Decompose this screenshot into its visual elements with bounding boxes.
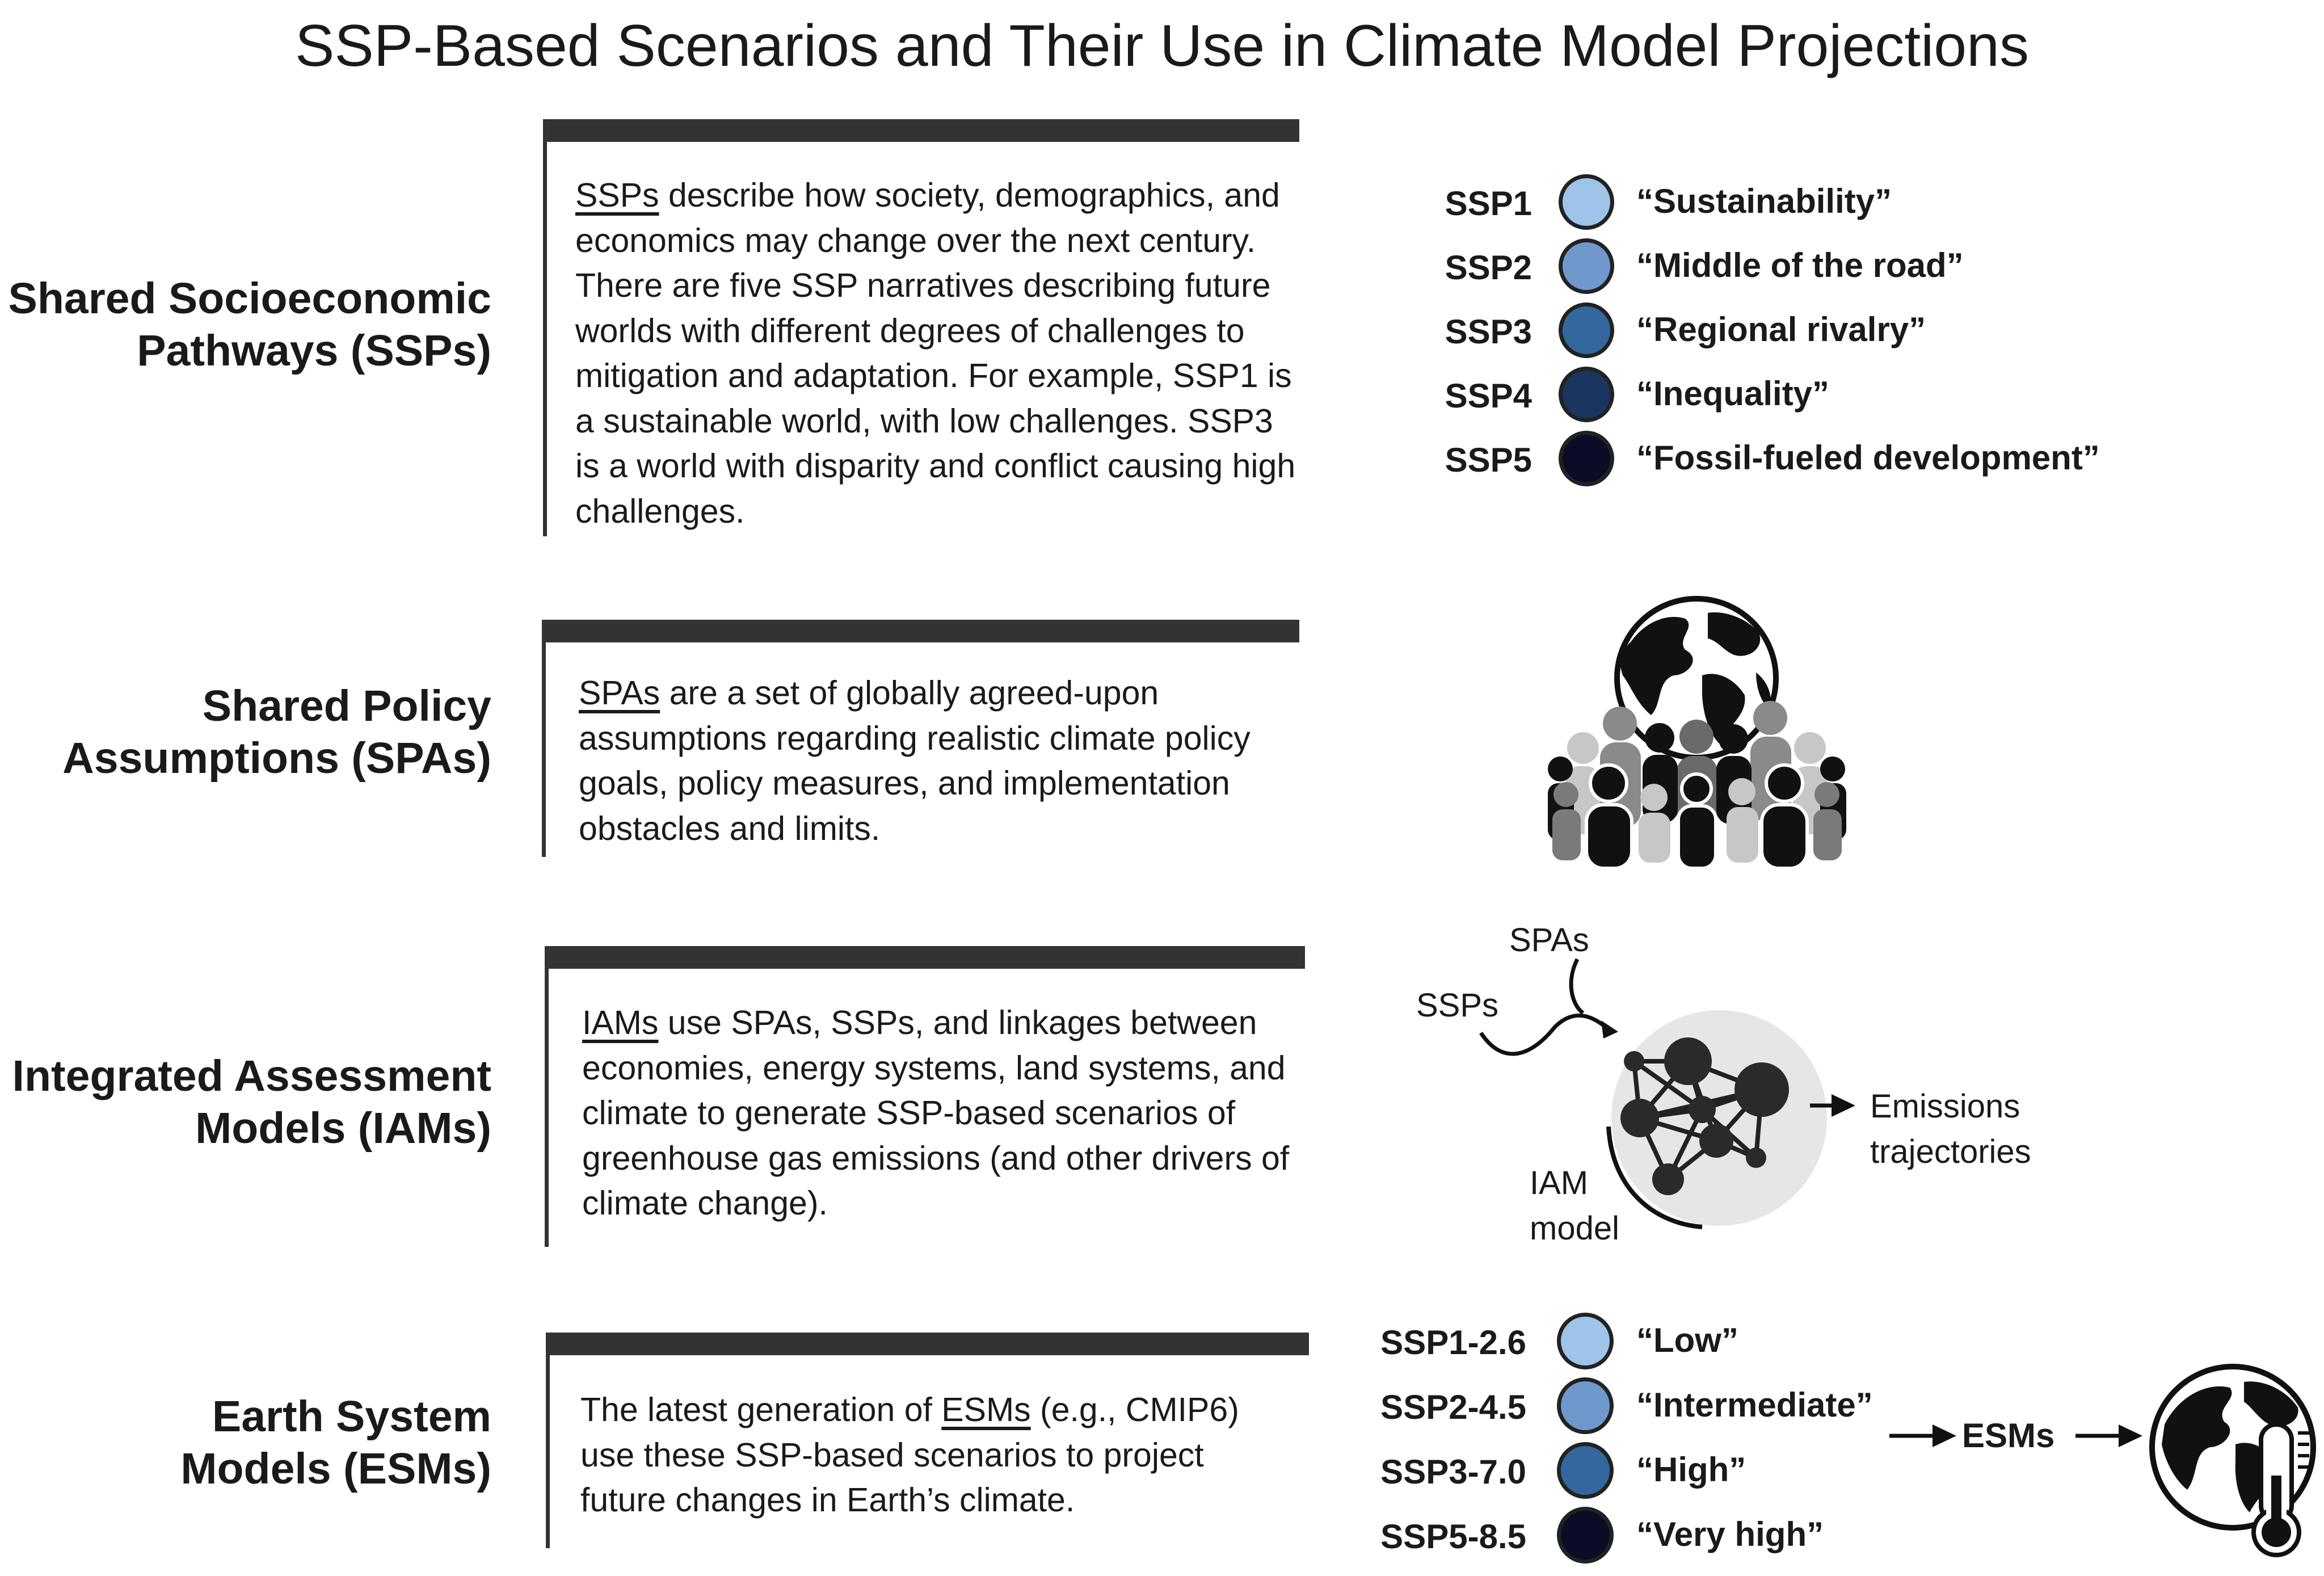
ssp-code: SSP1	[1445, 184, 1532, 222]
globe-people-icon	[1532, 596, 1861, 868]
iam-term: IAMs	[582, 1004, 659, 1041]
iam-label-line-2: Models (IAMs)	[195, 1104, 491, 1153]
ssp-code: SSP3	[1445, 313, 1532, 351]
arrow-right-icon	[1832, 1094, 1855, 1117]
esm-code: SSP2-4.5	[1380, 1388, 1526, 1426]
esm-term: ESMs	[941, 1391, 1031, 1428]
spas-input-label: SPAs	[1509, 922, 1589, 959]
ssp-code: SSP4	[1445, 377, 1532, 415]
spa-label-line-2: Assumptions (SPAs)	[62, 734, 491, 783]
ssp2-dot	[1559, 238, 1614, 294]
esm-intermediate-dot	[1557, 1377, 1614, 1434]
iam-model-label-line-1: IAM	[1530, 1165, 1589, 1201]
iam-model-label	[1530, 1161, 1619, 1251]
esm-name: “High”	[1636, 1451, 1746, 1489]
esm-very-high-dot	[1557, 1507, 1614, 1564]
spa-label-line-1: Shared Policy	[202, 682, 491, 730]
ssp-code: SSP5	[1445, 441, 1532, 479]
esm-description	[580, 1388, 1278, 1523]
network-icon	[1470, 959, 1855, 1254]
ssp4-dot	[1559, 367, 1614, 422]
iam-section-label	[0, 1050, 491, 1154]
spa-description-text: are a set of globally agreed-upon assumptions regarding realistic climate policy goals, policy measures, and implementation obstacles and limits.	[579, 674, 1251, 847]
esm-code: SSP1-2.6	[1380, 1323, 1526, 1361]
esm-section-label	[0, 1390, 491, 1495]
ssp-name: “Fossil-fueled development”	[1636, 439, 2100, 477]
ssp3-dot	[1559, 302, 1614, 358]
arrow-right-icon	[1889, 1422, 1957, 1450]
esm-left-rule	[546, 1333, 550, 1548]
iam-description	[582, 1001, 1303, 1226]
globe-thermometer-icon	[2139, 1362, 2324, 1558]
esm-description-after: (e.g., CMIP6) use these SSP-based scenarios to project future changes in Earth’s climate.	[580, 1391, 1239, 1519]
ssp-description	[575, 173, 1296, 534]
iam-left-rule	[545, 946, 549, 1247]
ssp-section-label	[0, 272, 491, 377]
spa-left-rule	[542, 620, 546, 857]
spa-description	[579, 671, 1260, 851]
ssp-left-rule	[543, 119, 547, 536]
ssp-name: “Inequality”	[1636, 375, 1830, 413]
esm-name: “Intermediate”	[1636, 1386, 1873, 1424]
esm-name: “Very high”	[1636, 1515, 1824, 1553]
esm-label-line-2: Models (ESMs)	[180, 1444, 491, 1493]
spa-term: SPAs	[579, 674, 660, 712]
esm-high-dot	[1557, 1442, 1614, 1499]
iam-header-bar	[545, 946, 1305, 969]
ssp-description-text: describe how society, demographics, and economics may change over the next century. There are five SSP narratives describing future worlds with different degrees of challenges to mitigation and adaptation. For example, SSP1 is a sustainable world, with low challenges. SSP3 is a world with disparity and conflict causing high challenges.	[575, 176, 1296, 530]
esm-flow-label: ESMs	[1962, 1417, 2055, 1455]
spa-section-label	[0, 680, 491, 784]
emissions-output-line-2: trajectories	[1870, 1133, 2031, 1170]
ssp-term: SSPs	[575, 176, 659, 214]
ssp-header-bar	[543, 119, 1299, 142]
esm-label-line-1: Earth System	[212, 1392, 491, 1441]
esm-header-bar	[546, 1333, 1309, 1355]
esm-code: SSP3-7.0	[1380, 1453, 1526, 1491]
spa-header-bar	[542, 620, 1299, 642]
emissions-output-label	[1870, 1084, 2031, 1175]
emissions-output-line-1: Emissions	[1870, 1088, 2020, 1125]
arrow-right-icon	[2075, 1422, 2144, 1450]
ssps-input-label: SSPs	[1416, 987, 1499, 1024]
ssp-name: “Middle of the road”	[1636, 246, 1964, 284]
iam-label-line-1: Integrated Assessment	[12, 1052, 491, 1100]
iam-model-label-line-2: model	[1530, 1210, 1619, 1247]
ssp-label-line-1: Shared Socioeconomic	[8, 274, 491, 323]
page-title: SSP-Based Scenarios and Their Use in Climate Model Projections	[295, 13, 2029, 79]
esm-low-dot	[1557, 1313, 1614, 1369]
esm-name: “Low”	[1636, 1321, 1738, 1359]
ssp5-dot	[1559, 431, 1614, 486]
ssp-code: SSP2	[1445, 249, 1532, 287]
ssp-name: “Regional rivalry”	[1636, 310, 1926, 348]
esm-description-before: The latest generation of	[580, 1391, 942, 1428]
iam-description-text: use SPAs, SSPs, and linkages between economies, energy systems, land systems, and climate to generate SSP-based scenarios of greenhouse gas emissions (and other drivers of climate change).	[582, 1004, 1290, 1222]
esm-code: SSP5-8.5	[1380, 1518, 1526, 1556]
ssp-name: “Sustainability”	[1636, 182, 1892, 220]
ssp1-dot	[1559, 174, 1614, 230]
ssp-label-line-2: Pathways (SSPs)	[137, 326, 491, 375]
